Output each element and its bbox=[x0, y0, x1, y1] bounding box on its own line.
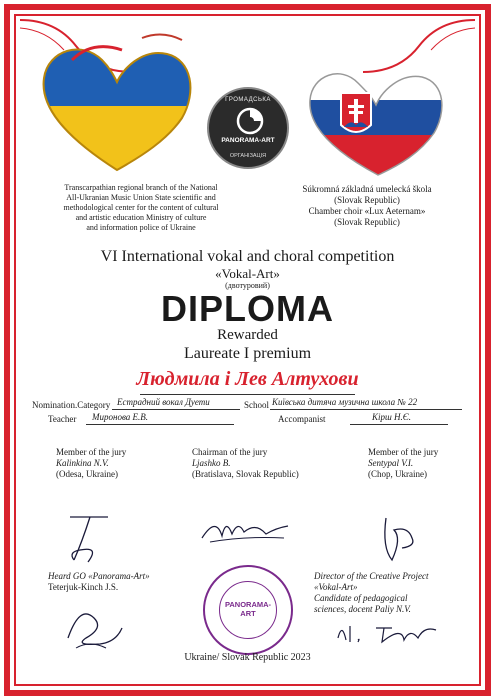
director-line: sciences, docent bbox=[314, 604, 373, 614]
jury-name: Kalinkina N.V. bbox=[56, 458, 109, 468]
org-right-line: (Slovak Republic) bbox=[334, 195, 400, 205]
jury-name: Ljashko B. bbox=[192, 458, 231, 468]
laureate-text: Laureate I premium bbox=[183, 345, 312, 362]
org-left-line: and information police of Ukraine bbox=[86, 223, 196, 232]
logo-ring-top-text: ГРОМАДСЬКА bbox=[225, 97, 271, 103]
jury-place: (Odesa, Ukraine) bbox=[56, 469, 118, 479]
signature-ljashko bbox=[196, 508, 296, 548]
org-right-line: (Slovak Republic) bbox=[334, 217, 400, 227]
signature-teterjuk bbox=[60, 598, 130, 653]
nomination-line bbox=[112, 409, 240, 410]
org-right-line: Súkromná základná umelecká škola bbox=[302, 184, 432, 194]
accompanist-label: Accompanist bbox=[278, 414, 326, 424]
director-line: Candidate of pedagogical bbox=[314, 593, 408, 603]
org-left-text bbox=[30, 183, 252, 233]
school-label: School bbox=[244, 400, 270, 410]
signature-kalinkina bbox=[60, 512, 120, 567]
director-name: Paliy N.V. bbox=[374, 604, 411, 614]
diploma-title: DIPLOMA bbox=[161, 288, 334, 329]
signature-sentypal bbox=[372, 512, 432, 567]
panorama-art-logo bbox=[207, 87, 289, 169]
laureate-name: Людмила і Лев Алтухови bbox=[136, 368, 359, 390]
teacher-value: Миронова Е.В. bbox=[92, 412, 149, 422]
competition-format: (двотуровий) bbox=[225, 281, 270, 290]
teacher-label: Teacher bbox=[48, 414, 77, 424]
org-left-line: and artistic education Ministry of culture bbox=[75, 213, 207, 222]
nomination-label: Nomination.Category bbox=[32, 400, 111, 410]
stamp-name bbox=[220, 600, 276, 618]
logo-name: PANORAMA-ART bbox=[221, 137, 275, 144]
stamp-name-line: PANORAMA- bbox=[224, 600, 272, 609]
jury-role: Member of the jury bbox=[368, 447, 439, 457]
name-underline bbox=[140, 394, 355, 395]
school-value: Київська дитяча музична школа № 22 bbox=[272, 397, 418, 407]
jury-place: (Chop, Ukraine) bbox=[368, 469, 427, 479]
school-line bbox=[270, 409, 462, 410]
jury-member-right bbox=[368, 447, 468, 480]
head-go bbox=[48, 571, 188, 593]
footer-text: Ukraine/ Slovak Republic 2023 bbox=[184, 652, 311, 663]
stamp-name-line: ART bbox=[240, 609, 256, 618]
accompanist-value: Кірш Н.Є. bbox=[372, 412, 412, 422]
director-line: Director of the Creative Project bbox=[314, 571, 429, 581]
org-right-text bbox=[282, 184, 452, 228]
jury-chairman bbox=[192, 447, 342, 480]
jury-role: Member of the jury bbox=[56, 447, 127, 457]
ukraine-heart-icon bbox=[32, 30, 202, 180]
org-left-line: All-Ukranian Music Union State scientific and bbox=[66, 193, 216, 202]
slovakia-heart-icon bbox=[296, 55, 451, 180]
org-right-line: Chamber choir «Lux Aeternam» bbox=[308, 206, 426, 216]
competition-title: VI International vokal and choral competition bbox=[100, 248, 395, 265]
head-go-role: Heard GO «Panorama-Art» bbox=[48, 571, 150, 581]
jury-member-left bbox=[56, 447, 166, 480]
competition-name: «Vokal-Art» bbox=[215, 266, 280, 281]
jury-role: Chairman of the jury bbox=[192, 447, 268, 457]
jury-place: (Bratislava, Slovak Republic) bbox=[192, 469, 299, 479]
director bbox=[314, 571, 464, 615]
logo-ring-bottom-text: ОРГАНІЗАЦІЯ bbox=[229, 153, 267, 159]
jury-name: Sentypal V.I. bbox=[368, 458, 414, 468]
rewarded-text: Rewarded bbox=[217, 327, 278, 343]
org-left-line: methodological center for the content of cultural bbox=[63, 203, 219, 212]
nomination-value: Естрадний вокал Дуети bbox=[117, 397, 210, 407]
org-left-line: Transcarpathian regional branch of the National bbox=[64, 183, 218, 192]
head-go-name: Teterjuk-Kinch J.S. bbox=[48, 582, 119, 592]
aperture-icon bbox=[236, 107, 264, 135]
director-line: «Vokal-Art» bbox=[314, 582, 358, 592]
teacher-line bbox=[86, 424, 234, 425]
signature-paliy bbox=[332, 618, 442, 648]
accompanist-line bbox=[350, 424, 448, 425]
stamp-inner-ring bbox=[219, 581, 277, 639]
organization-stamp bbox=[203, 565, 293, 655]
